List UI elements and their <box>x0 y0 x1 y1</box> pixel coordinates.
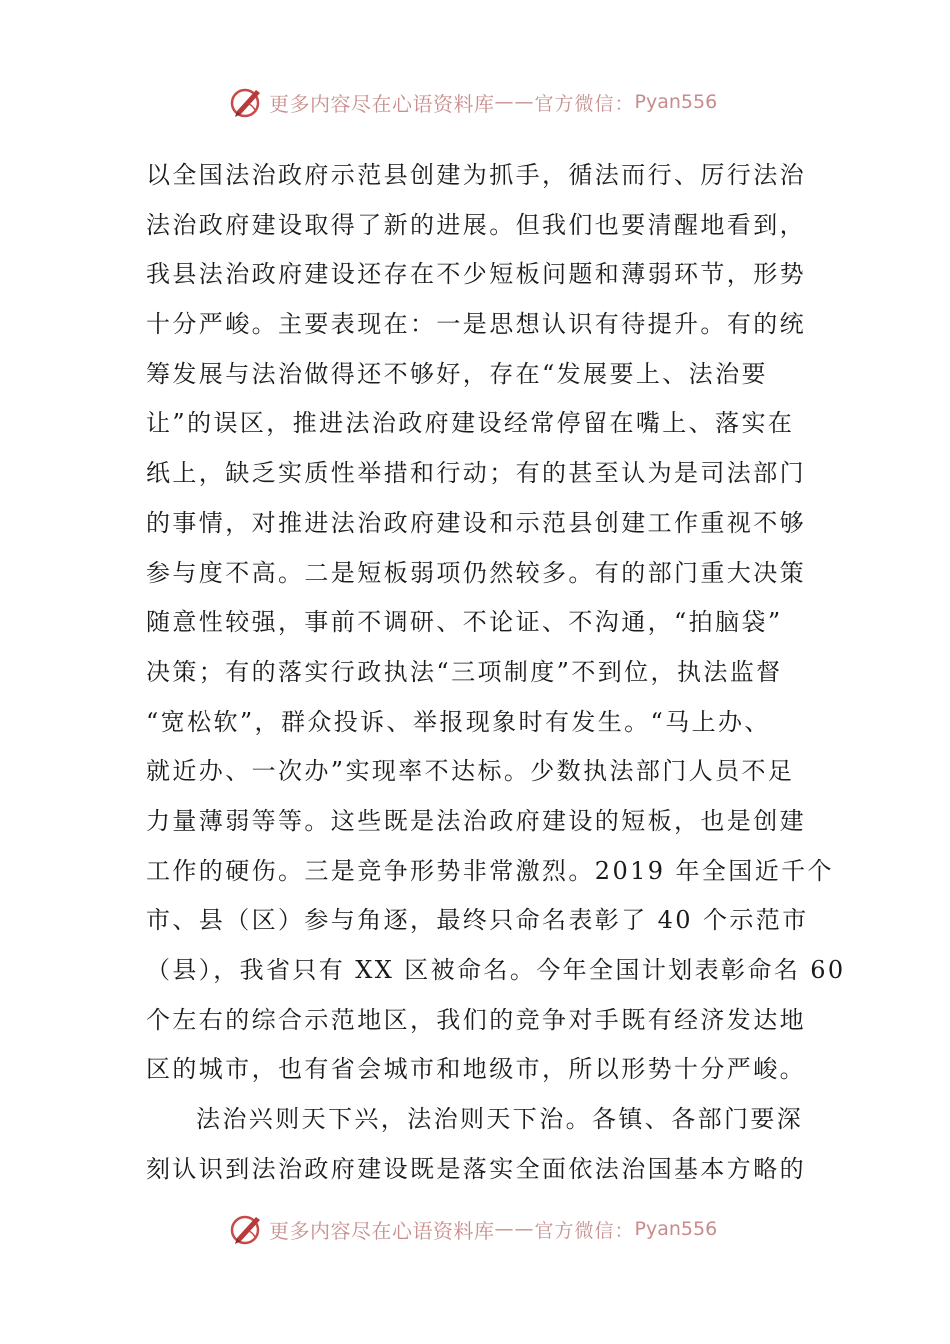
text-line: 就近办、一次办”实现率不达标。少数执法部门人员不足 <box>146 757 795 786</box>
text-line: 参与度不高。二是短板弱项仍然较多。有的部门重大决策 <box>146 558 806 587</box>
watermark-footer <box>229 1209 717 1249</box>
paragraph-start-line: 法治兴则天下兴，法治则天下治。各镇、各部门要深 <box>196 1105 804 1134</box>
text-line: 工作的硬伤。三是竞争形势非常激烈。2019 年全国近千个 <box>146 856 834 885</box>
pen-logo-icon <box>229 84 265 120</box>
watermark-header <box>229 82 717 122</box>
text-line: （县），我省只有 XX 区被命名。今年全国计划表彰命名 60 <box>146 956 846 984</box>
text-line: 让”的误区，推进法治政府建设经常停留在嘴上、落实在 <box>146 409 795 438</box>
text-line: 十分严峻。主要表现在：一是思想认识有待提升。有的统 <box>146 310 806 339</box>
document-body <box>146 151 846 1194</box>
text-line: 随意性较强，事前不调研、不论证、不沟通，“拍脑袋” <box>146 608 783 637</box>
watermark-contact-label: 官方微信： <box>534 92 635 115</box>
text-line: 的事情，对推进法治政府建设和示范县创建工作重视不够 <box>146 508 806 537</box>
text-line: 我县法治政府建设还存在不少短板问题和薄弱环节，形势 <box>146 260 806 289</box>
text-line: 个左右的综合示范地区，我们的竞争对手既有经济发达地 <box>146 1005 806 1034</box>
text-line: 力量薄弱等等。这些既是法治政府建设的短板，也是创建 <box>146 806 806 835</box>
watermark-wechat-id: Pyan556 <box>634 91 718 113</box>
text-line: 区的城市，也有省会城市和地级市，所以形势十分严峻。 <box>146 1055 806 1084</box>
watermark-dash: —— <box>494 1218 535 1240</box>
text-line: 市、县（区）参与角逐，最终只命名表彰了 40 个示范市 <box>146 906 809 935</box>
pen-logo-icon <box>229 1211 265 1247</box>
text-line: “宽松软”，群众投诉、举报现象时有发生。“马上办、 <box>146 707 771 736</box>
watermark-dash: —— <box>494 91 535 113</box>
text-line: 纸上，缺乏实质性举措和行动；有的甚至认为是司法部门 <box>146 459 806 488</box>
watermark-main-text: 更多内容尽在心语资料库 <box>269 1218 495 1243</box>
text-line: 法治政府建设取得了新的进展。但我们也要清醒地看到， <box>146 210 806 239</box>
text-line: 决策；有的落实行政执法“三项制度”不到位，执法监督 <box>146 657 783 686</box>
watermark-main-text: 更多内容尽在心语资料库 <box>269 91 495 116</box>
text-line: 以全国法治政府示范县创建为抓手，循法而行、厉行法治 <box>146 161 806 189</box>
text-line: 刻认识到法治政府建设既是落实全面依法治国基本方略的 <box>146 1154 806 1183</box>
text-line: 筹发展与法治做得还不够好，存在“发展要上、法治要 <box>146 359 768 388</box>
watermark-contact-label: 官方微信： <box>534 1219 635 1242</box>
watermark-wechat-id: Pyan556 <box>634 1218 718 1240</box>
